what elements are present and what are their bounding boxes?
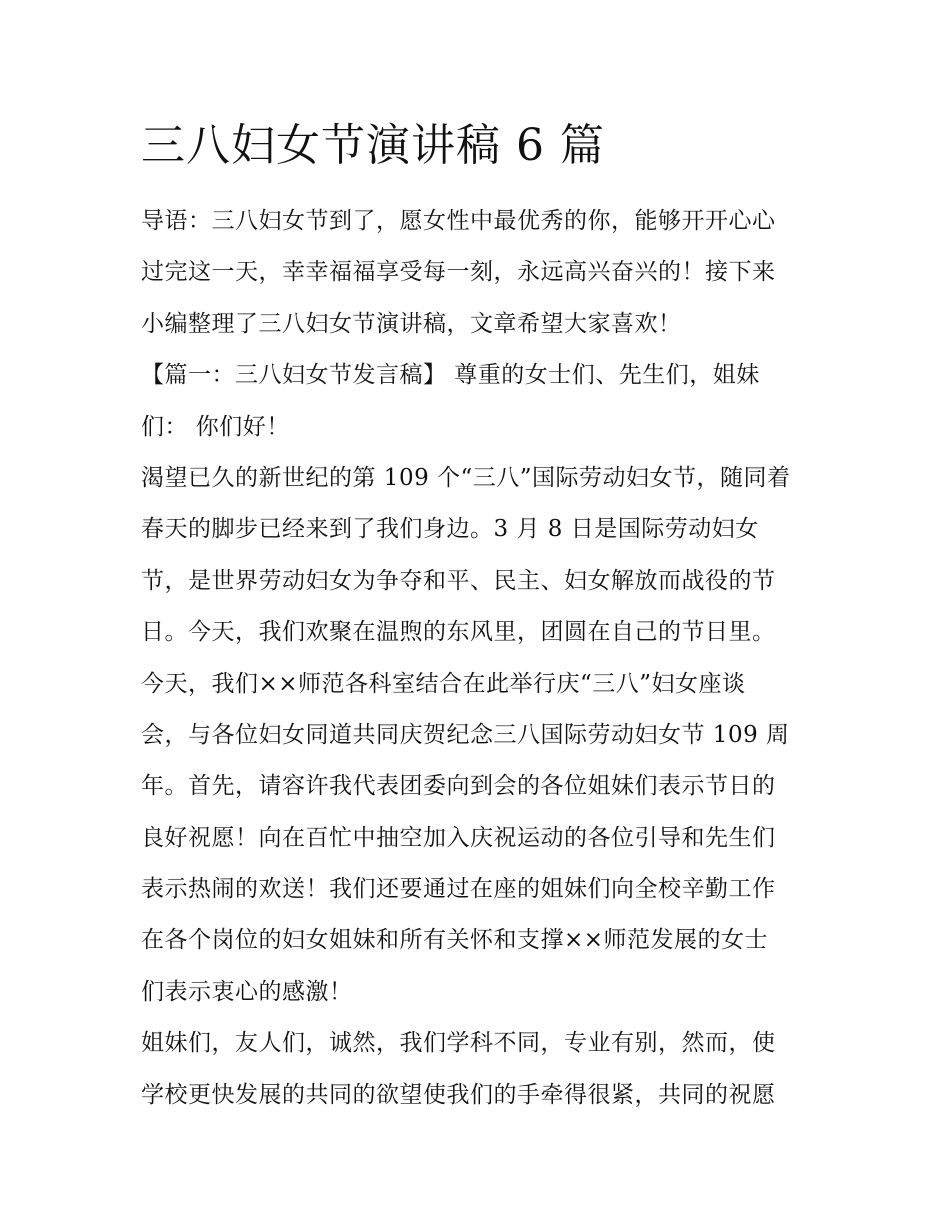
- text-line: 会，与各位妇女同道共同庆贺纪念三八国际劳动妇女节 109 周: [141, 721, 790, 748]
- text-line: 今天，我们××师范各科室结合在此举行庆“三八”妇女座谈: [141, 670, 746, 697]
- text-line: 们： 你们好！: [141, 413, 290, 440]
- text-line: 姐妹们，友人们，诚然，我们学科不同，专业有别，然而，使: [141, 1030, 776, 1057]
- text-line: 导语：三八妇女节到了，愿女性中最优秀的你，能够开开心心: [141, 208, 776, 234]
- document-body: [141, 196, 821, 1121]
- text-line: 良好祝愿！向在百忙中抽空加入庆祝运动的各位引导和先生们: [141, 824, 776, 851]
- text-line: 过完这一天，幸幸福福享受每一刻，永远高兴奋兴的！接下来: [141, 259, 776, 286]
- text-line: 们表示衷心的感激！: [141, 978, 353, 1005]
- text-line: 学校更快发展的共同的欲望使我们的手牵得很紧，共同的祝愿: [141, 1081, 776, 1108]
- document-title: 三八妇女节演讲稿 6 篇: [141, 120, 605, 171]
- text-line: 渴望已久的新世纪的第 109 个“三八”国际劳动妇女节，随同着: [141, 464, 791, 491]
- text-line: 表示热闹的欢送！我们还要通过在座的姐妹们向全校辛勤工作: [141, 876, 776, 903]
- text-line: 在各个岗位的妇女姐妹和所有关怀和支撑××师范发展的女士: [141, 927, 769, 954]
- text-line: 【篇一：三八妇女节发言稿】 尊重的女士们、先生们，姐妹: [141, 362, 760, 389]
- text-line: 节，是世界劳动妇女为争夺和平、民主、妇女解放而战役的节: [141, 567, 776, 594]
- text-line: 春天的脚步已经来到了我们身边。3 月 8 日是国际劳动妇女: [141, 516, 759, 543]
- text-line: 年。首先，请容许我代表团委向到会的各位姐妹们表示节日的: [141, 773, 776, 800]
- text-line: 小编整理了三八妇女节演讲稿，文章希望大家喜欢！: [141, 310, 682, 337]
- text-line: 日。今天，我们欢聚在温煦的东风里，团圆在自己的节日里。: [141, 619, 776, 646]
